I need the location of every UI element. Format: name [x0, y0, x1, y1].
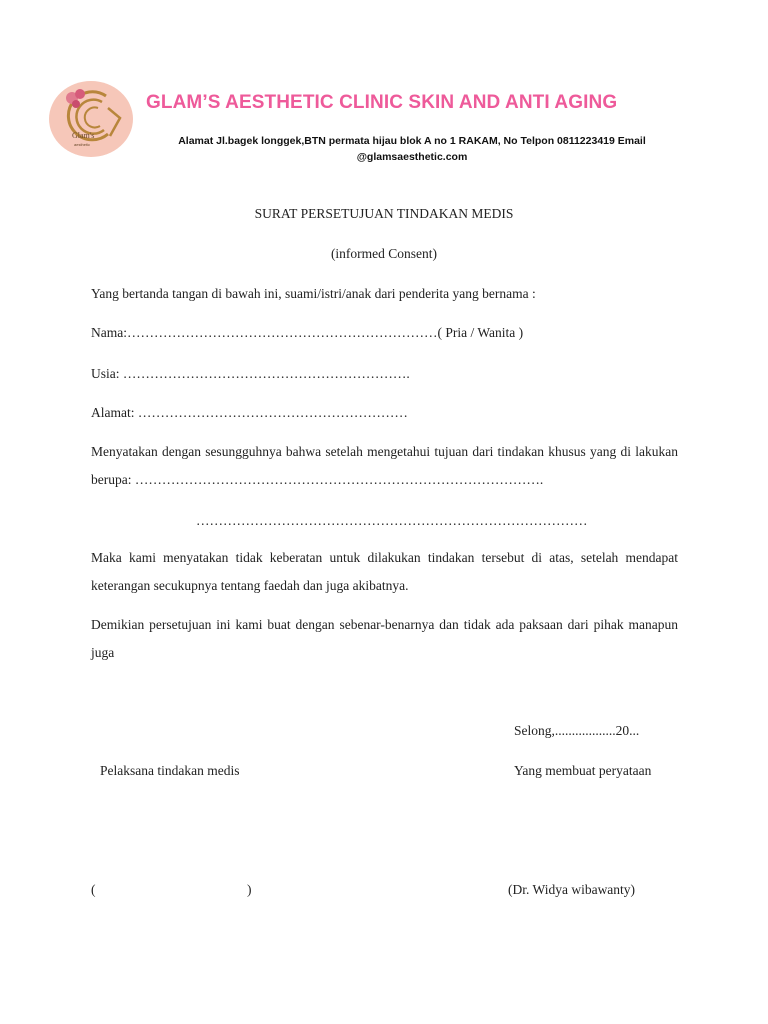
agreement-paragraph: Maka kami menyatakan tidak keberatan untuk dilakukan tindakan tersebut di atas, setelah mendapat keterangan secukupnya tentang faedah dan juga akibatnya. — [91, 550, 678, 593]
intro-text: Yang bertanda tangan di bawah ini, suami/istri/anak dari penderita yang bernama : — [91, 286, 536, 301]
age-field-line: Usia: ………………………………………………………. — [91, 366, 410, 381]
address-line-2: @glamsaesthetic.com — [356, 151, 468, 163]
name-field-line: Nama:……………………………………………………………( Pria / Wanita ) — [91, 325, 524, 340]
document-title: SURAT PERSETUJUAN TINDAKAN MEDIS — [254, 206, 514, 221]
logo-subtext: aesthetic — [74, 142, 91, 147]
procedure-dots-line: …………………………………………………………………………… — [196, 513, 588, 528]
right-signer-name: (Dr. Widya wibawanty) — [508, 882, 636, 897]
statement-paragraph: Menyatakan dengan sesungguhnya bahwa setelah mengetahui tujuan dari tindakan khusus yang di lakukan berupa: ………………………………………………………………………………. — [91, 444, 678, 487]
address-field-line: Alamat: …………………………………………………… — [91, 405, 408, 420]
clinic-name: GLAM’S AESTHETIC CLINIC SKIN AND ANTI AGING — [146, 92, 618, 113]
right-signer-label: Yang membuat peryataan — [514, 763, 652, 778]
left-signature-open: ( — [91, 882, 96, 897]
left-signer-label: Pelaksana tindakan medis — [100, 763, 240, 778]
logo-text: Glam's — [72, 131, 95, 140]
clinic-address — [156, 133, 668, 165]
closing-paragraph: Demikian persetujuan ini kami buat dengan sebenar-benarnya dan tidak ada paksaan dari pihak manapun juga — [91, 617, 678, 660]
address-line-1: Alamat Jl.bagek longgek,BTN permata hijau blok A no 1 RAKAM, No Telpon 0811223419 Email — [178, 135, 646, 147]
left-signature-close: ) — [247, 882, 252, 897]
place-date: Selong,..................20... — [514, 723, 640, 738]
document-subtitle: (informed Consent) — [330, 246, 438, 261]
clinic-logo — [48, 80, 134, 158]
